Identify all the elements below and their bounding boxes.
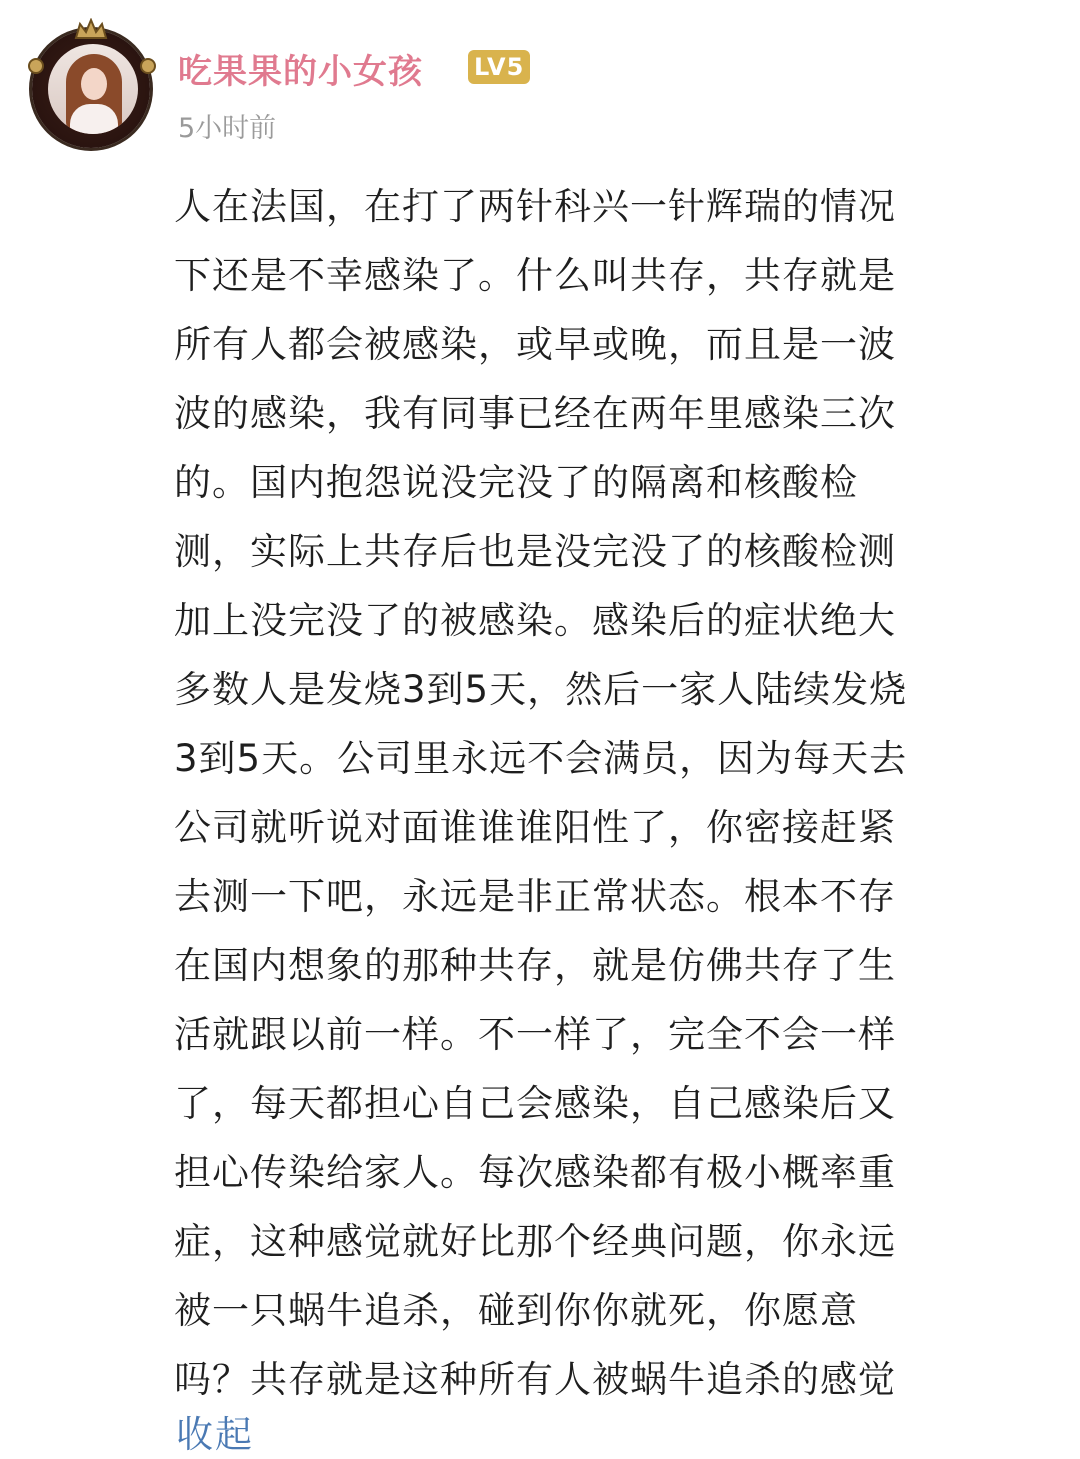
collapse-link[interactable]: 收起	[176, 1413, 254, 1456]
ornament-icon	[28, 58, 44, 74]
post-body-line: 3到5天。公司里永远不会满员，因为每天去	[174, 737, 908, 780]
post-body-line: 波的感染，我有同事已经在两年里感染三次	[174, 392, 896, 435]
username[interactable]: 吃果果的小女孩	[178, 52, 423, 92]
post-body-line: 多数人是发烧3到5天，然后一家人陆续发烧	[174, 668, 908, 711]
crown-icon	[74, 18, 108, 40]
post-body-line: 测，实际上共存后也是没完没了的核酸检测	[174, 530, 896, 573]
avatar[interactable]	[28, 18, 158, 148]
post-body-line: 下还是不幸感染了。什么叫共存，共存就是	[174, 254, 896, 297]
post-body-line: 活就跟以前一样。不一样了，完全不会一样	[174, 1013, 896, 1056]
post-header	[28, 18, 1048, 148]
post-body-line: 担心传染给家人。每次感染都有极小概率重	[174, 1151, 896, 1194]
post-timestamp: 5小时前	[178, 113, 277, 144]
avatar-image	[48, 44, 138, 134]
post-body-line: 人在法国，在打了两针科兴一针辉瑞的情况	[174, 185, 896, 228]
post-body-line: 公司就听说对面谁谁谁阳性了，你密接赶紧	[174, 806, 896, 849]
post-body-line: 在国内想象的那种共存，就是仿佛共存了生	[174, 944, 896, 987]
post-body-line: 被一只蜗牛追杀，碰到你你就死，你愿意	[174, 1289, 858, 1332]
post-body-line: 了，每天都担心自己会感染，自己感染后又	[174, 1082, 896, 1125]
post-body-line: 加上没完没了的被感染。感染后的症状绝大	[174, 599, 896, 642]
ornament-icon	[140, 58, 156, 74]
post-body-line: 所有人都会被感染，或早或晚，而且是一波	[174, 323, 896, 366]
post-body	[174, 172, 1036, 1414]
level-badge: LV5	[468, 50, 530, 84]
post-body-line: 去测一下吧，永远是非正常状态。根本不存	[174, 875, 896, 918]
post-body-line: 症，这种感觉就好比那个经典问题，你永远	[174, 1220, 896, 1263]
post-body-line: 的。国内抱怨说没完没了的隔离和核酸检	[174, 461, 858, 504]
post-body-line: 吗？共存就是这种所有人被蜗牛追杀的感觉	[174, 1358, 896, 1401]
